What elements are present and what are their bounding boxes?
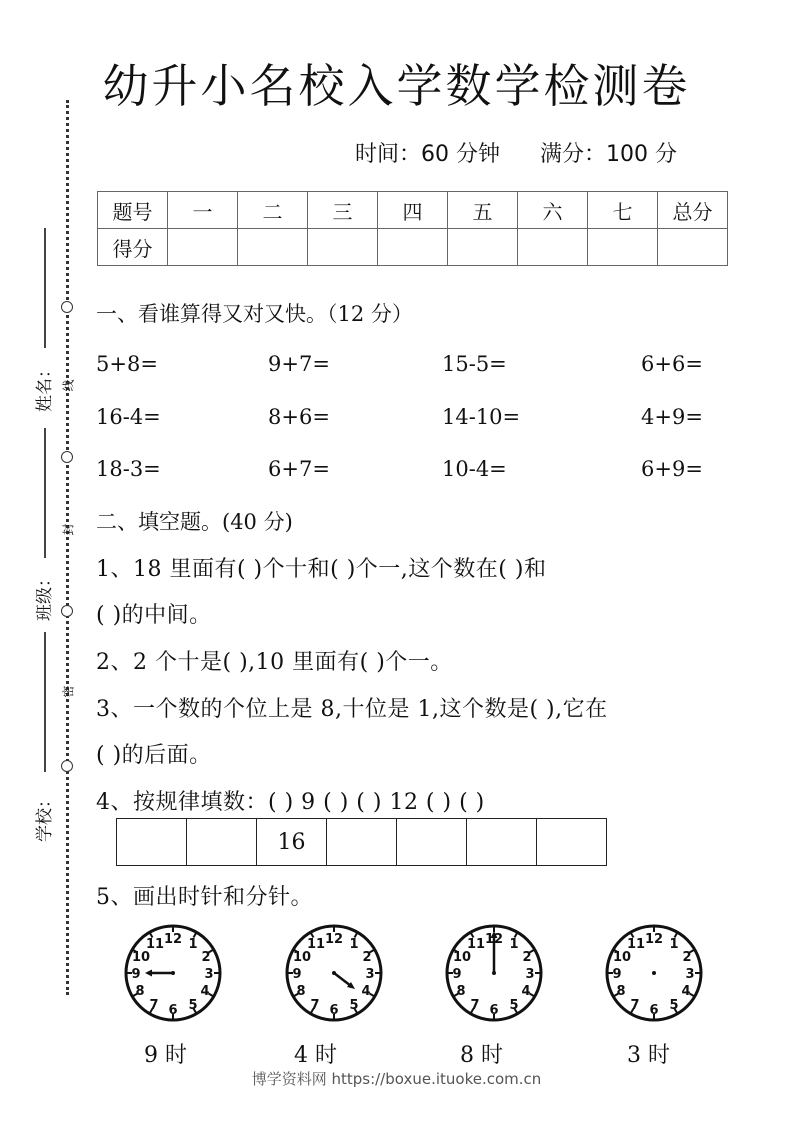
clock-4[interactable] xyxy=(284,923,384,1027)
question-5: 5、画出时针和分针。 xyxy=(96,885,313,910)
score-cell[interactable] xyxy=(518,229,588,266)
class-label: 班级： xyxy=(35,570,55,621)
footer-watermark: 博学资料网 https://boxue.ituoke.com.cn xyxy=(251,1070,542,1088)
sequence-box[interactable] xyxy=(467,819,537,866)
calc-problem: 18-3= xyxy=(96,457,161,481)
header-cell: 三 xyxy=(308,192,378,229)
score-cell[interactable] xyxy=(588,229,658,266)
clock-face-icon xyxy=(444,923,544,1023)
score-table-score-row xyxy=(98,229,728,266)
section1-heading: 一、看谁算得又对又快。（12 分） xyxy=(96,302,413,326)
section2-heading: 二、填空题。(40 分) xyxy=(96,510,293,534)
header-cell: 六 xyxy=(518,192,588,229)
clock-3[interactable] xyxy=(604,923,704,1027)
name-underline[interactable] xyxy=(44,228,46,348)
calc-problem: 9+7= xyxy=(268,352,330,376)
clock-label: 8 时 xyxy=(460,1043,503,1068)
calc-problem: 6+6= xyxy=(641,352,703,376)
header-cell: 七 xyxy=(588,192,658,229)
clock-8[interactable] xyxy=(444,923,544,1027)
header-cell: 一 xyxy=(168,192,238,229)
binding-dotted-line xyxy=(66,100,69,995)
header-cell: 总分 xyxy=(658,192,728,229)
sequence-box: 16 xyxy=(257,819,327,866)
time-limit: 时间：60 分钟 xyxy=(355,142,500,167)
school-label: 学校： xyxy=(35,791,55,842)
full-score: 满分：100 分 xyxy=(540,142,677,167)
seal-char-secret: 密 xyxy=(61,685,76,698)
calc-problem: 10-4= xyxy=(442,457,507,481)
clock-label: 4 时 xyxy=(294,1043,337,1068)
class-underline[interactable] xyxy=(44,428,46,558)
score-table-header-row xyxy=(98,192,728,229)
score-cell[interactable] xyxy=(658,229,728,266)
binding-ring xyxy=(61,605,73,617)
seal-char-seal: 封 xyxy=(61,523,76,536)
clock-label: 3 时 xyxy=(627,1043,670,1068)
score-cell[interactable] xyxy=(168,229,238,266)
sequence-box[interactable] xyxy=(117,819,187,866)
score-table xyxy=(97,191,728,266)
header-cell: 二 xyxy=(238,192,308,229)
seal-char-line: 线 xyxy=(61,379,76,392)
sequence-box[interactable] xyxy=(397,819,467,866)
calc-problem: 5+8= xyxy=(96,352,158,376)
sequence-box[interactable] xyxy=(537,819,607,866)
calc-problem: 16-4= xyxy=(96,405,161,429)
row-label: 得分 xyxy=(98,229,168,266)
clock-face-icon xyxy=(604,923,704,1023)
binding-ring xyxy=(61,760,73,772)
calc-problem: 8+6= xyxy=(268,405,330,429)
clock-9[interactable] xyxy=(123,923,223,1027)
calc-problem: 15-5= xyxy=(442,352,507,376)
sequence-box[interactable] xyxy=(187,819,257,866)
school-underline[interactable] xyxy=(44,632,46,772)
calc-problem: 4+9= xyxy=(641,405,703,429)
score-cell[interactable] xyxy=(448,229,518,266)
calc-problem: 6+9= xyxy=(641,457,703,481)
question-4: 4、按规律填数：( ) 9 ( ) ( ) 12 ( ) ( ) xyxy=(96,790,485,815)
question-1-line1: 1、18 里面有( )个十和( )个一,这个数在( )和 xyxy=(96,557,547,582)
question-3-line1: 3、一个数的个位上是 8,十位是 1,这个数是( ),它在 xyxy=(96,697,608,722)
page-title: 幼升小名校入学数学检测卷 xyxy=(102,59,691,113)
clock-face-icon xyxy=(284,923,384,1023)
score-cell[interactable] xyxy=(238,229,308,266)
header-cell: 五 xyxy=(448,192,518,229)
clock-face-icon xyxy=(123,923,223,1023)
header-cell: 题号 xyxy=(98,192,168,229)
calc-problem: 14-10= xyxy=(442,405,521,429)
calc-problem: 6+7= xyxy=(268,457,330,481)
question-3-line2: ( )的后面。 xyxy=(96,743,212,768)
question-1-line2: ( )的中间。 xyxy=(96,603,212,628)
score-cell[interactable] xyxy=(308,229,378,266)
sequence-box[interactable] xyxy=(327,819,397,866)
exam-meta xyxy=(355,137,717,168)
sequence-boxes xyxy=(116,818,607,866)
clock-label: 9 时 xyxy=(144,1043,187,1068)
header-cell: 四 xyxy=(378,192,448,229)
binding-ring xyxy=(61,301,73,313)
binding-ring xyxy=(61,451,73,463)
question-2: 2、2 个十是( ),10 里面有( )个一。 xyxy=(96,650,453,675)
score-cell[interactable] xyxy=(378,229,448,266)
name-label: 姓名： xyxy=(35,361,55,412)
